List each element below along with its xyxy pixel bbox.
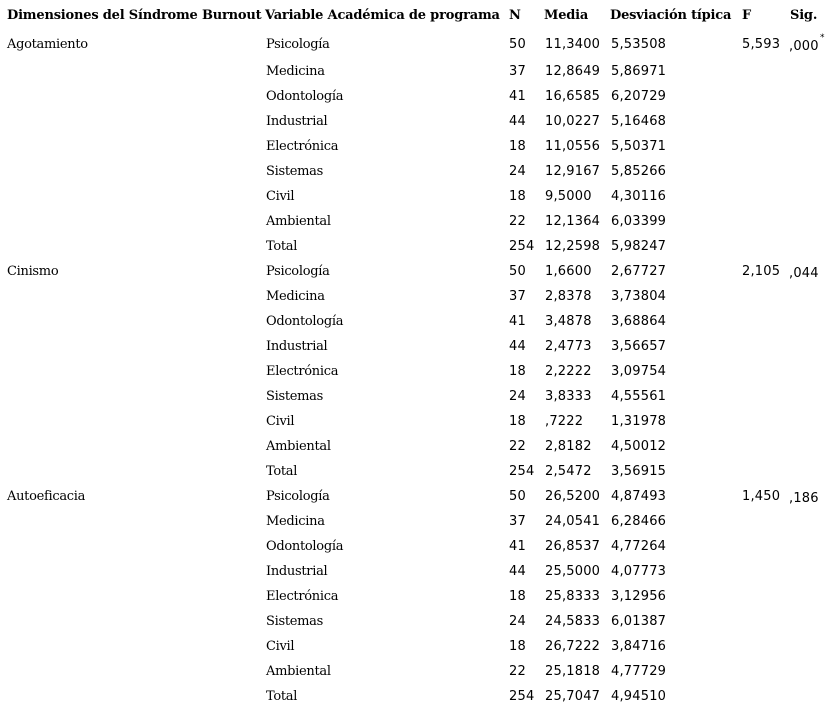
sig-value: ,186: [789, 491, 819, 506]
media-value: 24,0541: [545, 514, 601, 529]
sd-value: 3,09754: [611, 364, 667, 379]
sd-value: 5,98247: [611, 239, 667, 254]
program-label: Medicina: [266, 514, 325, 529]
media-value: 26,7222: [545, 639, 601, 654]
media-value: 3,4878: [545, 314, 592, 329]
media-value: 12,2598: [545, 239, 601, 254]
media-value: 2,8182: [545, 439, 592, 454]
n-value: 254: [509, 464, 535, 479]
header-f: F: [742, 8, 752, 23]
n-value: 44: [509, 339, 526, 354]
header-dimension: Dimensiones del Síndrome Burnout: [7, 8, 262, 23]
media-value: 11,0556: [545, 139, 601, 154]
f-value: 1,450: [742, 489, 781, 504]
media-value: 2,2222: [545, 364, 592, 379]
header-program: Variable Académica de programa: [265, 8, 500, 23]
sd-value: 6,01387: [611, 614, 667, 629]
media-value: 11,3400: [545, 37, 601, 52]
media-value: 25,8333: [545, 589, 601, 604]
n-value: 37: [509, 514, 526, 529]
n-value: 22: [509, 214, 526, 229]
sd-value: 5,50371: [611, 139, 667, 154]
media-value: 25,5000: [545, 564, 601, 579]
program-label: Industrial: [266, 564, 328, 579]
sd-value: 3,56915: [611, 464, 667, 479]
dimension-label: Agotamiento: [7, 37, 88, 52]
media-value: ,7222: [545, 414, 584, 429]
sd-value: 3,56657: [611, 339, 667, 354]
media-value: 2,4773: [545, 339, 592, 354]
program-label: Industrial: [266, 114, 328, 129]
sd-value: 4,77729: [611, 664, 667, 679]
media-value: 3,8333: [545, 389, 592, 404]
program-label: Civil: [266, 189, 295, 204]
sd-value: 4,30116: [611, 189, 667, 204]
sig-value: ,044: [789, 266, 819, 281]
program-label: Odontología: [266, 314, 344, 329]
n-value: 18: [509, 589, 526, 604]
program-label: Ambiental: [266, 439, 331, 454]
n-value: 18: [509, 139, 526, 154]
media-value: 25,1818: [545, 664, 601, 679]
sd-value: 2,67727: [611, 264, 667, 279]
n-value: 41: [509, 89, 526, 104]
media-value: 1,6600: [545, 264, 592, 279]
program-label: Ambiental: [266, 664, 331, 679]
media-value: 2,5472: [545, 464, 592, 479]
sd-value: 6,28466: [611, 514, 667, 529]
program-label: Total: [266, 689, 298, 704]
dimension-label: Cinismo: [7, 264, 59, 279]
sd-value: 3,73804: [611, 289, 667, 304]
significance-marker: *: [820, 33, 825, 43]
n-value: 254: [509, 689, 535, 704]
program-label: Total: [266, 464, 298, 479]
program-label: Odontología: [266, 89, 344, 104]
program-label: Psicología: [266, 264, 330, 279]
sig-value: ,000: [789, 39, 819, 54]
program-label: Medicina: [266, 289, 325, 304]
media-value: 9,5000: [545, 189, 592, 204]
media-value: 2,8378: [545, 289, 592, 304]
dimension-label: Autoeficacia: [7, 489, 86, 504]
program-label: Sistemas: [266, 614, 324, 629]
n-value: 44: [509, 564, 526, 579]
n-value: 41: [509, 539, 526, 554]
n-value: 18: [509, 414, 526, 429]
sd-value: 4,07773: [611, 564, 667, 579]
n-value: 22: [509, 664, 526, 679]
program-label: Civil: [266, 414, 295, 429]
program-label: Total: [266, 239, 298, 254]
sd-value: 1,31978: [611, 414, 667, 429]
header-n: N: [509, 8, 521, 23]
sd-value: 6,03399: [611, 214, 667, 229]
sd-value: 5,85266: [611, 164, 667, 179]
sd-value: 4,50012: [611, 439, 667, 454]
f-value: 2,105: [742, 264, 781, 279]
header-sd: Desviación típica: [610, 8, 732, 23]
sd-value: 6,20729: [611, 89, 667, 104]
program-label: Sistemas: [266, 164, 324, 179]
sd-value: 4,87493: [611, 489, 667, 504]
n-value: 50: [509, 264, 526, 279]
n-value: 44: [509, 114, 526, 129]
n-value: 41: [509, 314, 526, 329]
program-label: Civil: [266, 639, 295, 654]
media-value: 12,8649: [545, 64, 601, 79]
n-value: 18: [509, 639, 526, 654]
media-value: 10,0227: [545, 114, 601, 129]
program-label: Odontología: [266, 539, 344, 554]
program-label: Electrónica: [266, 364, 339, 379]
n-value: 37: [509, 289, 526, 304]
program-label: Industrial: [266, 339, 328, 354]
sd-value: 3,12956: [611, 589, 667, 604]
sd-value: 4,55561: [611, 389, 667, 404]
media-value: 25,7047: [545, 689, 601, 704]
media-value: 26,5200: [545, 489, 601, 504]
n-value: 18: [509, 189, 526, 204]
program-label: Medicina: [266, 64, 325, 79]
n-value: 50: [509, 37, 526, 52]
sd-value: 3,68864: [611, 314, 667, 329]
n-value: 24: [509, 389, 526, 404]
program-label: Electrónica: [266, 589, 339, 604]
n-value: 18: [509, 364, 526, 379]
n-value: 24: [509, 614, 526, 629]
sd-value: 5,53508: [611, 37, 667, 52]
program-label: Electrónica: [266, 139, 339, 154]
n-value: 37: [509, 64, 526, 79]
sd-value: 5,16468: [611, 114, 667, 129]
n-value: 22: [509, 439, 526, 454]
media-value: 12,1364: [545, 214, 601, 229]
f-value: 5,593: [742, 37, 781, 52]
media-value: 16,6585: [545, 89, 601, 104]
program-label: Ambiental: [266, 214, 331, 229]
media-value: 12,9167: [545, 164, 601, 179]
n-value: 24: [509, 164, 526, 179]
sd-value: 5,86971: [611, 64, 667, 79]
media-value: 26,8537: [545, 539, 601, 554]
header-media: Media: [544, 8, 589, 23]
program-label: Sistemas: [266, 389, 324, 404]
sd-value: 3,84716: [611, 639, 667, 654]
sd-value: 4,94510: [611, 689, 667, 704]
program-label: Psicología: [266, 489, 330, 504]
header-sig: Sig.: [790, 8, 818, 23]
sd-value: 4,77264: [611, 539, 667, 554]
n-value: 254: [509, 239, 535, 254]
program-label: Psicología: [266, 37, 330, 52]
media-value: 24,5833: [545, 614, 601, 629]
n-value: 50: [509, 489, 526, 504]
